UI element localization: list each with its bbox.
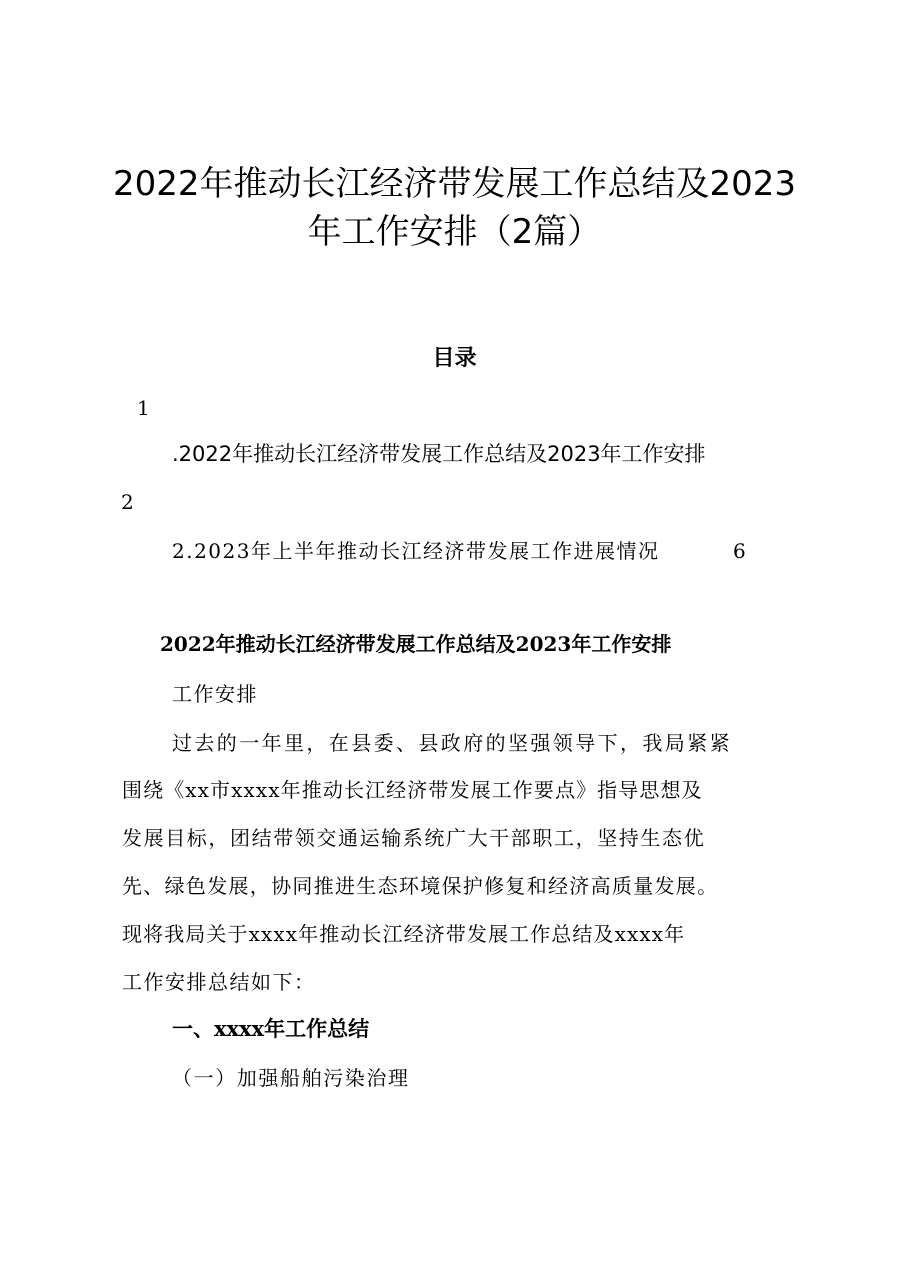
paragraph-line: 围绕《xx市xxxx年推动长江经济带发展工作要点》指导思想及 [122,778,703,802]
document-title-line-2: 年工作安排（2篇） [307,212,602,252]
paragraph-line: 现将我局关于xxxx年推动长江经济带发展工作总结及xxxx年 [122,922,686,946]
document-title-line-1: 2022年推动长江经济带发展工作总结及2023 [112,164,797,204]
section-title: 2022年推动长江经济带发展工作总结及2023年工作安排 [160,632,672,656]
paragraph-line: 过去的一年里，在县委、县政府的坚强领导下，我局紧紧 [172,731,732,755]
section-label: 工作安排 [172,682,258,706]
toc-entry-2-page: 6 [733,539,746,563]
subsection-heading-1: 一、xxxx年工作总结 [172,1016,370,1041]
paragraph-line: 先、绿色发展，协同推进生态环境保护修复和经济高质量发展。 [122,874,719,898]
toc-item-number-1: 1 [137,396,150,420]
toc-heading: 目录 [432,345,477,371]
toc-entry-2[interactable]: 2.2023年上半年推动长江经济带发展工作进展情况 [172,539,660,563]
paragraph-line: 发展目标，团结带领交通运输系统广大干部职工，坚持生态优 [122,826,706,850]
toc-entry-1[interactable]: .2022年推动长江经济带发展工作总结及2023年工作安排 [172,442,706,466]
subsection-heading-2: （一）加强船舶污染治理 [172,1066,410,1090]
paragraph-line: 工作安排总结如下： [122,970,316,994]
toc-item-number-2: 2 [121,490,134,514]
